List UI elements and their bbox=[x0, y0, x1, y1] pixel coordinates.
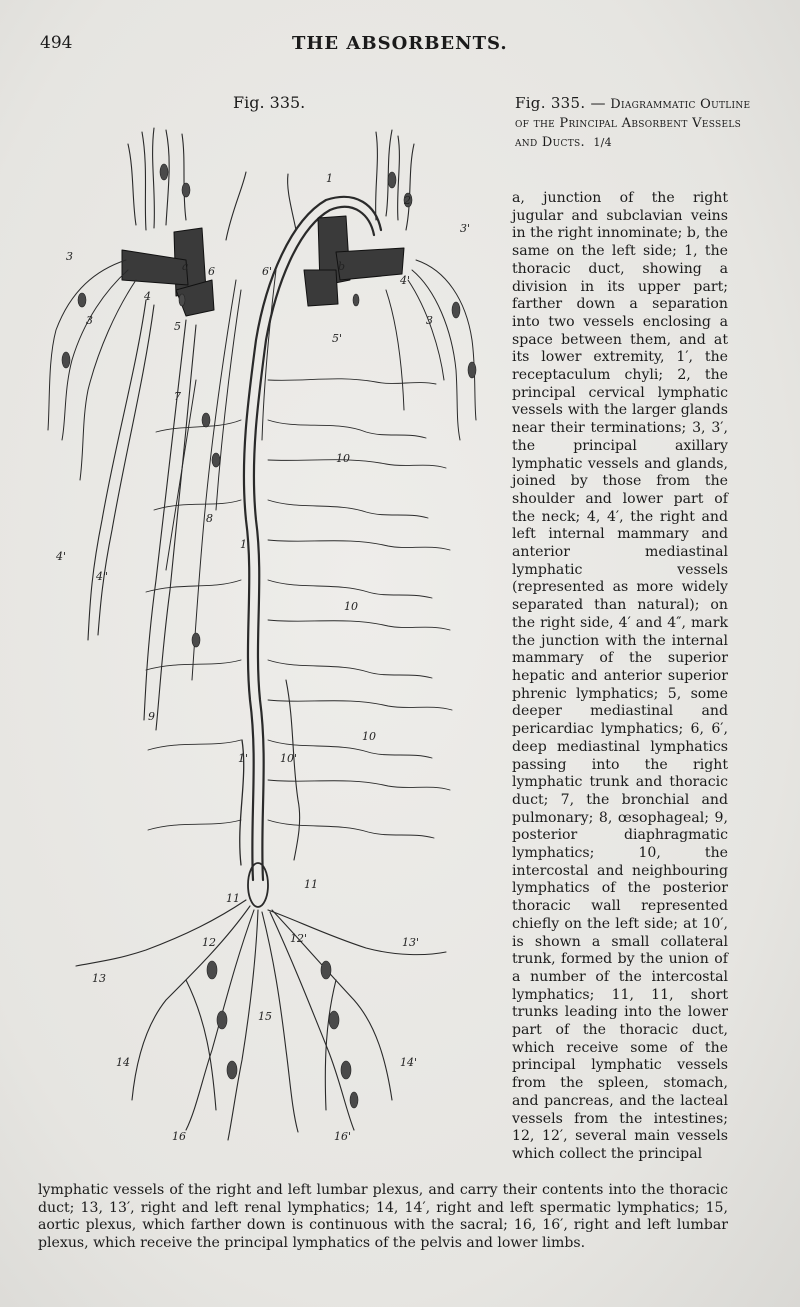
label-13p: 13' bbox=[402, 936, 420, 949]
label-4p: 4' bbox=[56, 550, 67, 563]
label-15: 15 bbox=[258, 1010, 272, 1023]
lymphatic-diagram-svg bbox=[36, 120, 506, 1150]
label-3-right: 3 bbox=[66, 250, 73, 263]
caption-number: Fig. 335. — bbox=[515, 94, 606, 112]
label-14p: 14' bbox=[400, 1056, 418, 1069]
label-1-mid: 1 bbox=[240, 538, 247, 551]
caption-title-text: Diagrammatic Outline of the Principal Absorbent Vessels and Ducts. bbox=[515, 97, 751, 150]
label-8: 8 bbox=[206, 512, 213, 525]
vein-right bbox=[122, 228, 214, 316]
figure-label: Fig. 335. bbox=[233, 93, 306, 112]
lymphatic-diagram bbox=[36, 120, 506, 1150]
label-11b: 11 bbox=[226, 892, 240, 905]
label-2: 2 bbox=[404, 194, 411, 207]
figure-caption-title bbox=[515, 94, 755, 152]
label-9: 9 bbox=[148, 710, 155, 723]
caption-body-column: a, junction of the right jugular and subclavian veins in the right innominate; b, the same on the left side; 1, the thoracic duct, showing a division in its upper part; farther down a separation into two vessels enclosing a space between them, and at its lower extremity, 1′, the receptaculum chyli; 2, the principal cervical lymphatic vessels with the larger glands near their terminations; 3, 3′, the principal axillary lymphatic vessels and glands, joined by those from the shoulder and lower part of the neck; 4, 4′, the right and left internal mammary and anterior mediastinal lymphatic vessels (represented as more widely separated than natural); on the right side, 4′ and 4″, mark the junction with the internal mammary of the superior hepatic and anterior superior phrenic lymphatics; 5, some deeper mediastinal and pericardiac lymphatics; 6, 6′, deep mediastinal lymphatics passing into the right lymphatic trunk and thoracic duct; 7, the bronchial and pulmonary; 8, œsophageal; 9, posterior diaphragmatic lymphatics; 10, the intercostal and neighbouring lymphatics of the posterior thoracic wall represented chiefly on the left side; at 10′, is shown a small collateral trunk, formed by the union of a number of the intercostal lymphatics; 11, 11, short trunks leading into the lower part of the thoracic duct, which receive some of the principal lymphatic vessels from the spleen, stomach, and pancreas, and the lacteal vessels from the intestines; 12, 12′, several main vessels which collect the principal bbox=[512, 190, 728, 1162]
label-11a: 11 bbox=[304, 878, 318, 891]
label-a: a bbox=[182, 260, 189, 273]
label-4pp: 4" bbox=[96, 570, 109, 583]
intercostal-lymphatics bbox=[146, 379, 452, 860]
label-6p: 6' bbox=[262, 265, 273, 278]
label-3p: 3' bbox=[460, 222, 471, 235]
caption-body-full-width: lymphatic vessels of the right and left lumbar plexus, and carry their contents into the thoracic duct; 13, 13′, right and left renal lymphatics; 14, 14′, right and left spermatic lymphatics; 15, aortic plexus, which farther down is continuous with the sacral; 16, 16′, right and left lumbar plexus, which receive the principal lymphatics of the pelvis and lower limbs. bbox=[38, 1182, 728, 1251]
caption-scale: 1/4 bbox=[593, 136, 612, 149]
label-10a: 10 bbox=[336, 452, 350, 465]
label-10b: 10 bbox=[344, 600, 358, 613]
label-12: 12 bbox=[202, 936, 216, 949]
label-1p: 1' bbox=[238, 752, 249, 765]
label-16p: 16' bbox=[334, 1130, 352, 1143]
label-1-top: 1 bbox=[326, 172, 333, 185]
label-10p: 10' bbox=[280, 752, 298, 765]
vein-left bbox=[304, 216, 404, 306]
page-number: 494 bbox=[40, 33, 73, 53]
label-10c: 10 bbox=[362, 730, 376, 743]
label-3-left: 3 bbox=[426, 314, 433, 327]
label-b: b bbox=[338, 260, 346, 273]
label-4: 4 bbox=[144, 290, 151, 303]
label-4p-left: 4' bbox=[400, 274, 411, 287]
label-16: 16 bbox=[172, 1130, 186, 1143]
receptaculum-chyli bbox=[248, 863, 268, 907]
lymph-glands bbox=[62, 164, 476, 1108]
label-14: 14 bbox=[116, 1056, 130, 1069]
label-7: 7 bbox=[174, 390, 181, 403]
label-12p: 12' bbox=[290, 932, 308, 945]
label-13: 13 bbox=[92, 972, 106, 985]
internal-mammary-vessels bbox=[88, 300, 196, 730]
figure-labels bbox=[55, 172, 470, 1143]
label-5p: 5' bbox=[332, 332, 343, 345]
running-title: THE ABSORBENTS. bbox=[292, 33, 508, 54]
label-5: 5 bbox=[174, 320, 181, 333]
label-3: 3 bbox=[86, 314, 93, 327]
label-6: 6 bbox=[208, 265, 215, 278]
